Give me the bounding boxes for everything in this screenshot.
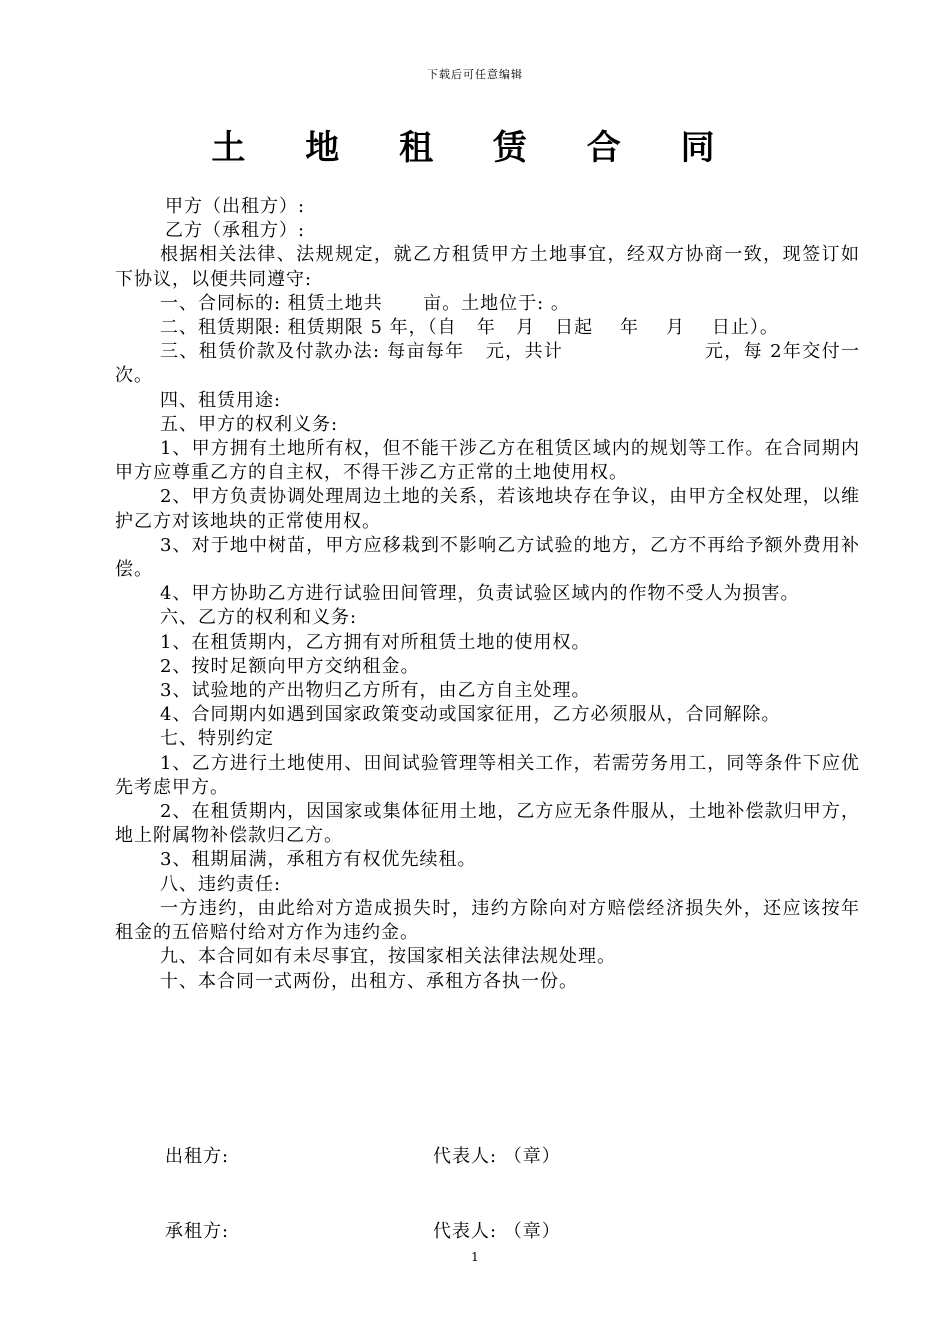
party-a-line: 甲方（出租方）: [165,196,306,217]
party-b-line: 乙方（承租方）: [165,220,306,242]
clause-5-item-3: 3、对于地中树苗，甲方应移栽到不影响乙方试验的地方，乙方不再给予额外费用补偿。 [115,534,860,581]
clause-1-subject: 一、合同标的: 租赁土地共 亩。土地位于: 。 [160,292,570,314]
clause-4-purpose: 四、租赁用途: [160,389,282,411]
clause-6-item-3: 3、试验地的产出物归乙方所有，由乙方自主处理。 [160,680,591,702]
preamble-paragraph: 根据相关法律、法规规定，就乙方租赁甲方土地事宜，经双方协商一致，现签订如下协议，以便共同遵守: [115,244,860,290]
clause-6-item-2: 2、按时足额向甲方交纳租金。 [160,655,420,677]
clause-8-text: 一方违约，由此给对方造成损失时，违约方除向对方赔偿经济损失外，还应该按年租金的五倍赔付给对方作为违约金。 [115,897,860,944]
clause-5-heading: 五、甲方的权利义务: [160,413,339,435]
clause-6-heading: 六、乙方的权利和义务: [160,607,358,629]
lessee-label: 承租方: [165,1221,230,1242]
clause-6-item-1: 1、在租赁期内，乙方拥有对所租赁土地的使用权。 [160,631,591,653]
lessee-signature-row [165,1217,865,1280]
lessee-representative-seal: 代表人: （章） [433,1221,561,1242]
clause-7-item-1: 1、乙方进行土地使用、田间试验管理等相关工作，若需劳务用工，同等条件下应优先考虑甲方。 [115,752,860,798]
lessor-signature-row [165,1142,865,1205]
clause-3-payment: 三、租赁价款及付款办法: 每亩每年 元，共计 元，每 2年交付一次。 [115,341,860,387]
document-title: 土 地 租 赁 合 同 [211,128,739,168]
clause-6-item-4: 4、合同期内如遇到国家政策变动或国家征用，乙方必须服从，合同解除。 [160,704,781,726]
header-note: 下载后可任意编辑 [427,68,523,81]
clause-7-item-3: 3、租期届满，承租方有权优先续租。 [160,849,477,871]
clause-7-heading: 七、特别约定 [160,728,274,750]
lessor-label: 出租方: [165,1146,230,1167]
clause-10-text: 十、本合同一式两份，出租方、承租方各执一份。 [160,970,578,992]
clause-8-heading: 八、违约责任: [160,873,282,895]
clause-9-text: 九、本合同如有未尽事宜，按国家相关法律法规处理。 [160,946,616,968]
clause-2-term: 二、租赁期限: 租赁期限 5 年，（自 年 月 日起 年 月 日止）。 [160,317,779,339]
clause-5-item-2: 2、甲方负责协调处理周边土地的关系，若该地块存在争议，由甲方全权处理，以维护乙方对该地块的正常使用权。 [115,486,860,532]
clause-7-item-2: 2、在租赁期内，因国家或集体征用土地，乙方应无条件服从，土地补偿款归甲方，地上附属物补偿款归乙方。 [115,801,860,847]
page-number: 1 [471,1250,479,1264]
contract-body [115,195,860,994]
clause-5-item-1: 1、甲方拥有土地所有权，但不能干涉乙方在租赁区域内的规划等工作。在合同期内甲方应尊重乙方的自主权，不得干涉乙方正常的土地使用权。 [115,438,860,484]
clause-5-item-4: 4、甲方协助乙方进行试验田间管理，负责试验区域内的作物不受人为损害。 [160,583,800,605]
lessor-representative-seal: 代表人: （章） [433,1146,561,1167]
